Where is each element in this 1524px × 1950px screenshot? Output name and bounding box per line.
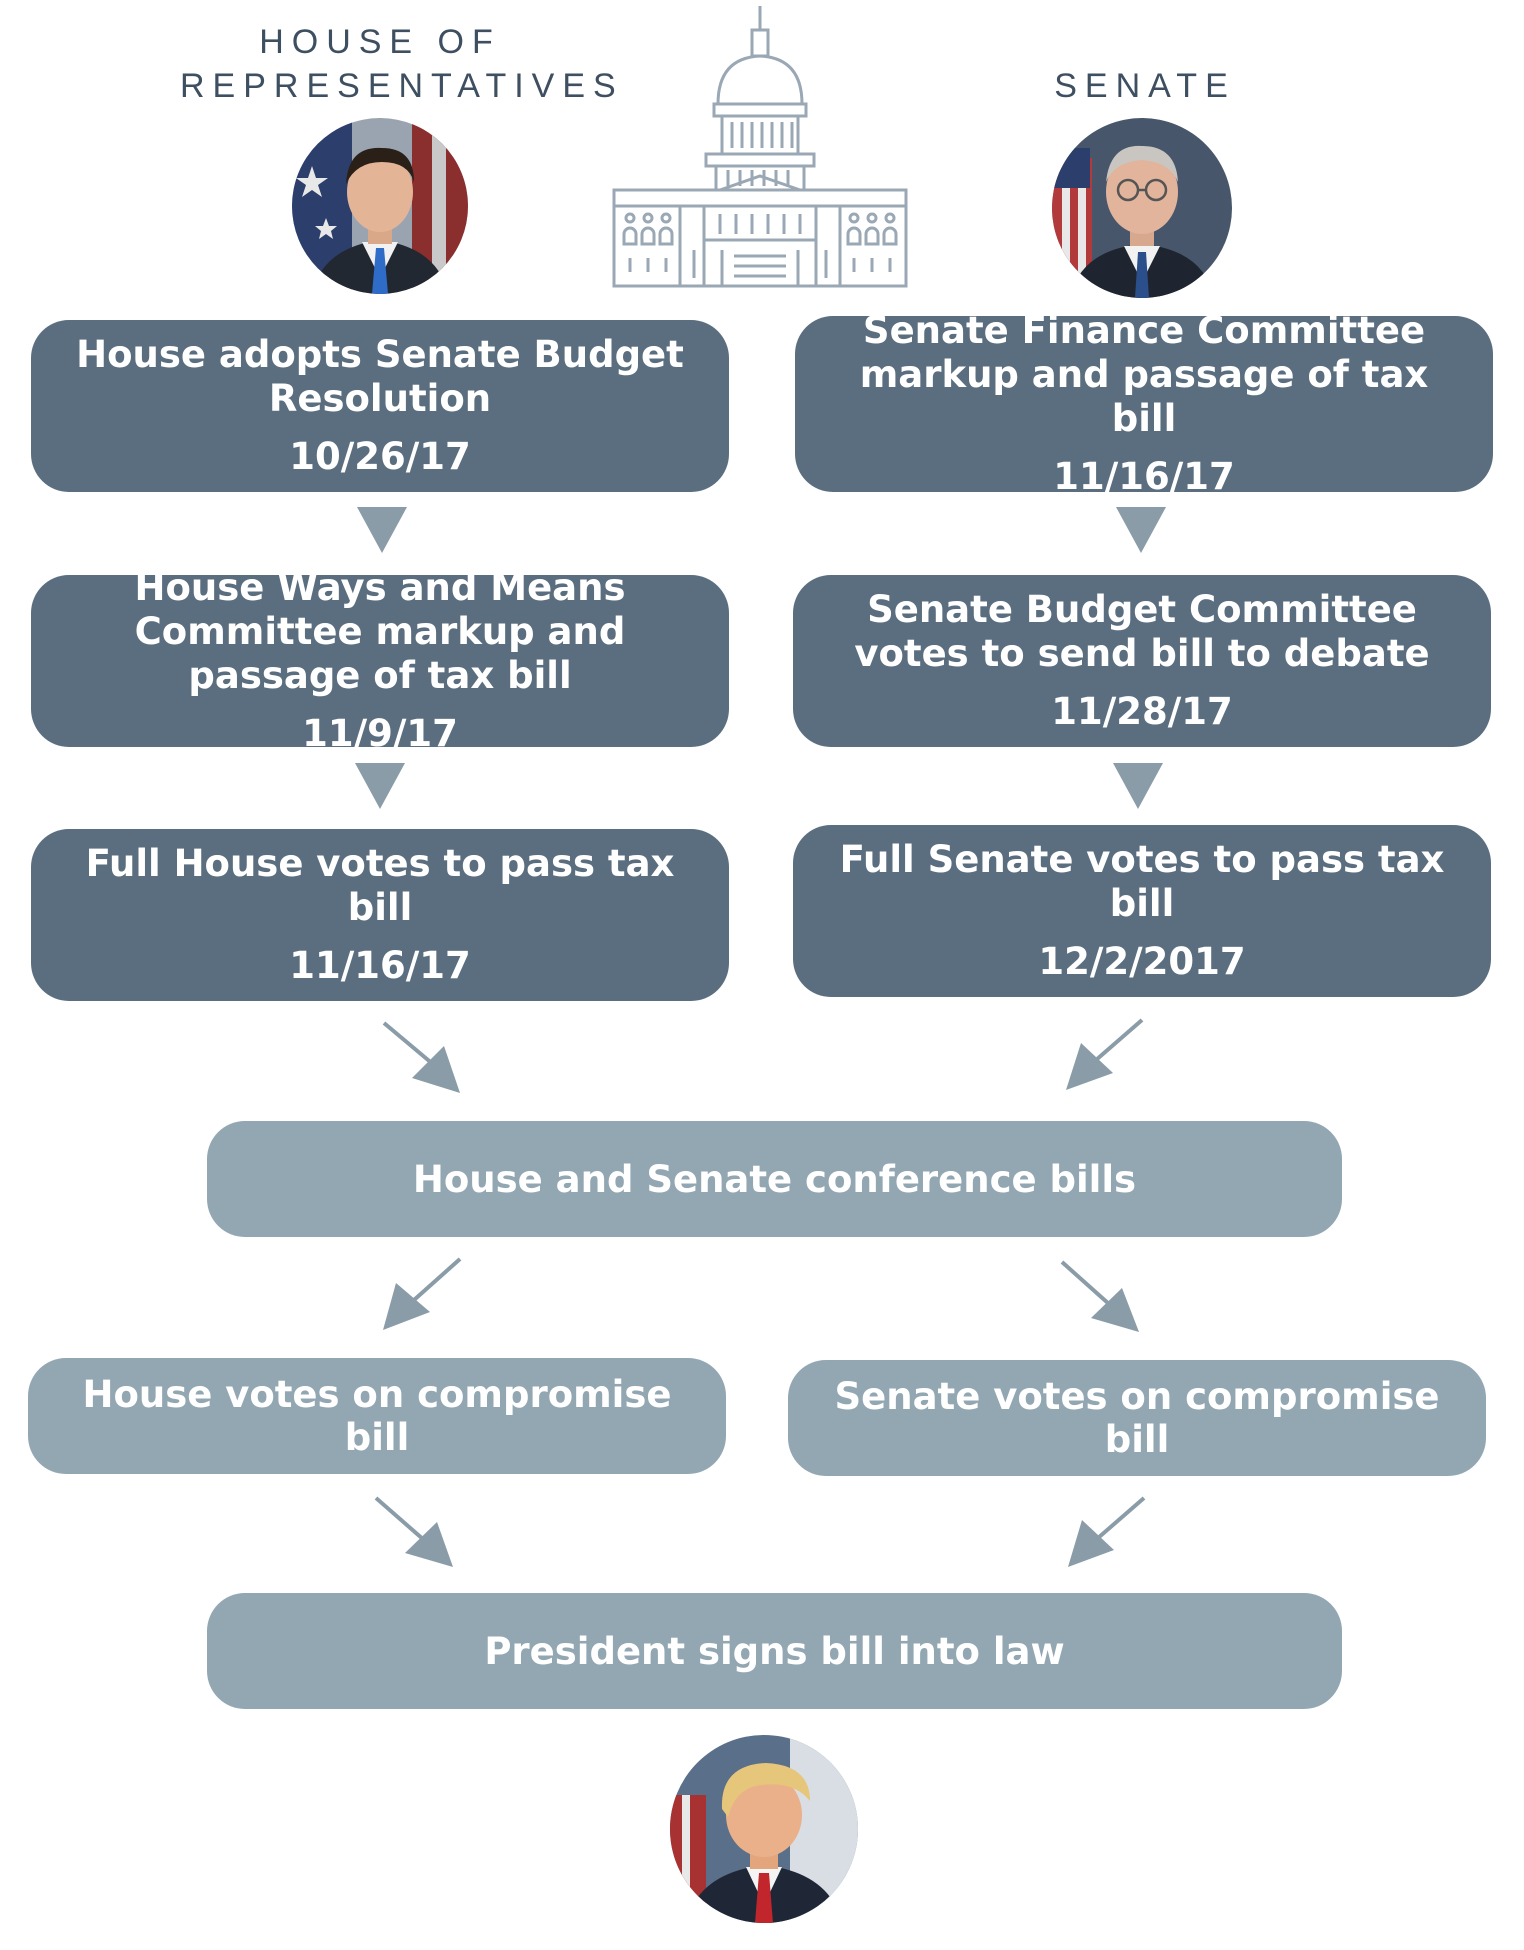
senate-step-2-text: Senate Budget Committee votes to send bill to debate (854, 588, 1430, 675)
senate-step-3-text: Full Senate votes to pass tax bill (839, 838, 1445, 925)
arrow-senate-to-conference (1096, 1020, 1142, 1060)
house-step-2-text: House Ways and Means Committee markup and passage of tax bill (134, 566, 626, 697)
arrow-conference-to-senate-vote (1062, 1262, 1109, 1304)
senate-heading: SENATE (1054, 67, 1236, 105)
senate-step-1-text: Senate Finance Committee markup and passage of tax bill (859, 309, 1429, 440)
house-step-1-text: House adopts Senate Budget Resolution (76, 333, 684, 420)
house-heading-line2: REPRESENTATIVES (180, 67, 624, 105)
senate-step-3-date: 12/2/2017 (1038, 940, 1246, 983)
senate-step-1-date: 11/16/17 (1053, 455, 1235, 498)
senate-step-1 (795, 309, 1493, 498)
president-box (207, 1593, 1342, 1709)
house-step-2 (31, 566, 729, 755)
arrow-down-senate-1 (1116, 507, 1166, 553)
arrow-down-senate-2 (1113, 763, 1163, 809)
house-compromise-text: House votes on compromise bill (82, 1373, 672, 1459)
senate-step-2 (793, 575, 1491, 747)
arrow-conference-to-house-vote (414, 1259, 460, 1300)
president-portrait (670, 1735, 858, 1923)
arrow-house-vote-to-president (376, 1498, 424, 1540)
president-text: President signs bill into law (484, 1629, 1065, 1673)
house-compromise-box (28, 1358, 726, 1474)
house-step-1 (31, 320, 729, 492)
senate-compromise-text: Senate votes on compromise bill (834, 1375, 1440, 1461)
house-step-3-text: Full House votes to pass tax bill (85, 842, 675, 929)
arrow-down-house-1 (357, 507, 407, 553)
house-heading-line1: HOUSE OF (259, 23, 501, 61)
arrow-house-to-conference (384, 1023, 434, 1065)
arrow-down-house-2 (355, 763, 405, 809)
house-step-3-date: 11/16/17 (289, 944, 471, 987)
house-step-3 (31, 829, 729, 1001)
conference-text: House and Senate conference bills (412, 1157, 1137, 1201)
senate-step-2-date: 11/28/17 (1051, 690, 1233, 733)
arrow-senate-vote-to-president (1098, 1498, 1144, 1538)
senate-step-3 (793, 825, 1491, 997)
senate-compromise-box (788, 1360, 1486, 1476)
conference-box (207, 1121, 1342, 1237)
house-step-2-date: 11/9/17 (302, 712, 458, 755)
house-step-1-date: 10/26/17 (289, 435, 471, 478)
